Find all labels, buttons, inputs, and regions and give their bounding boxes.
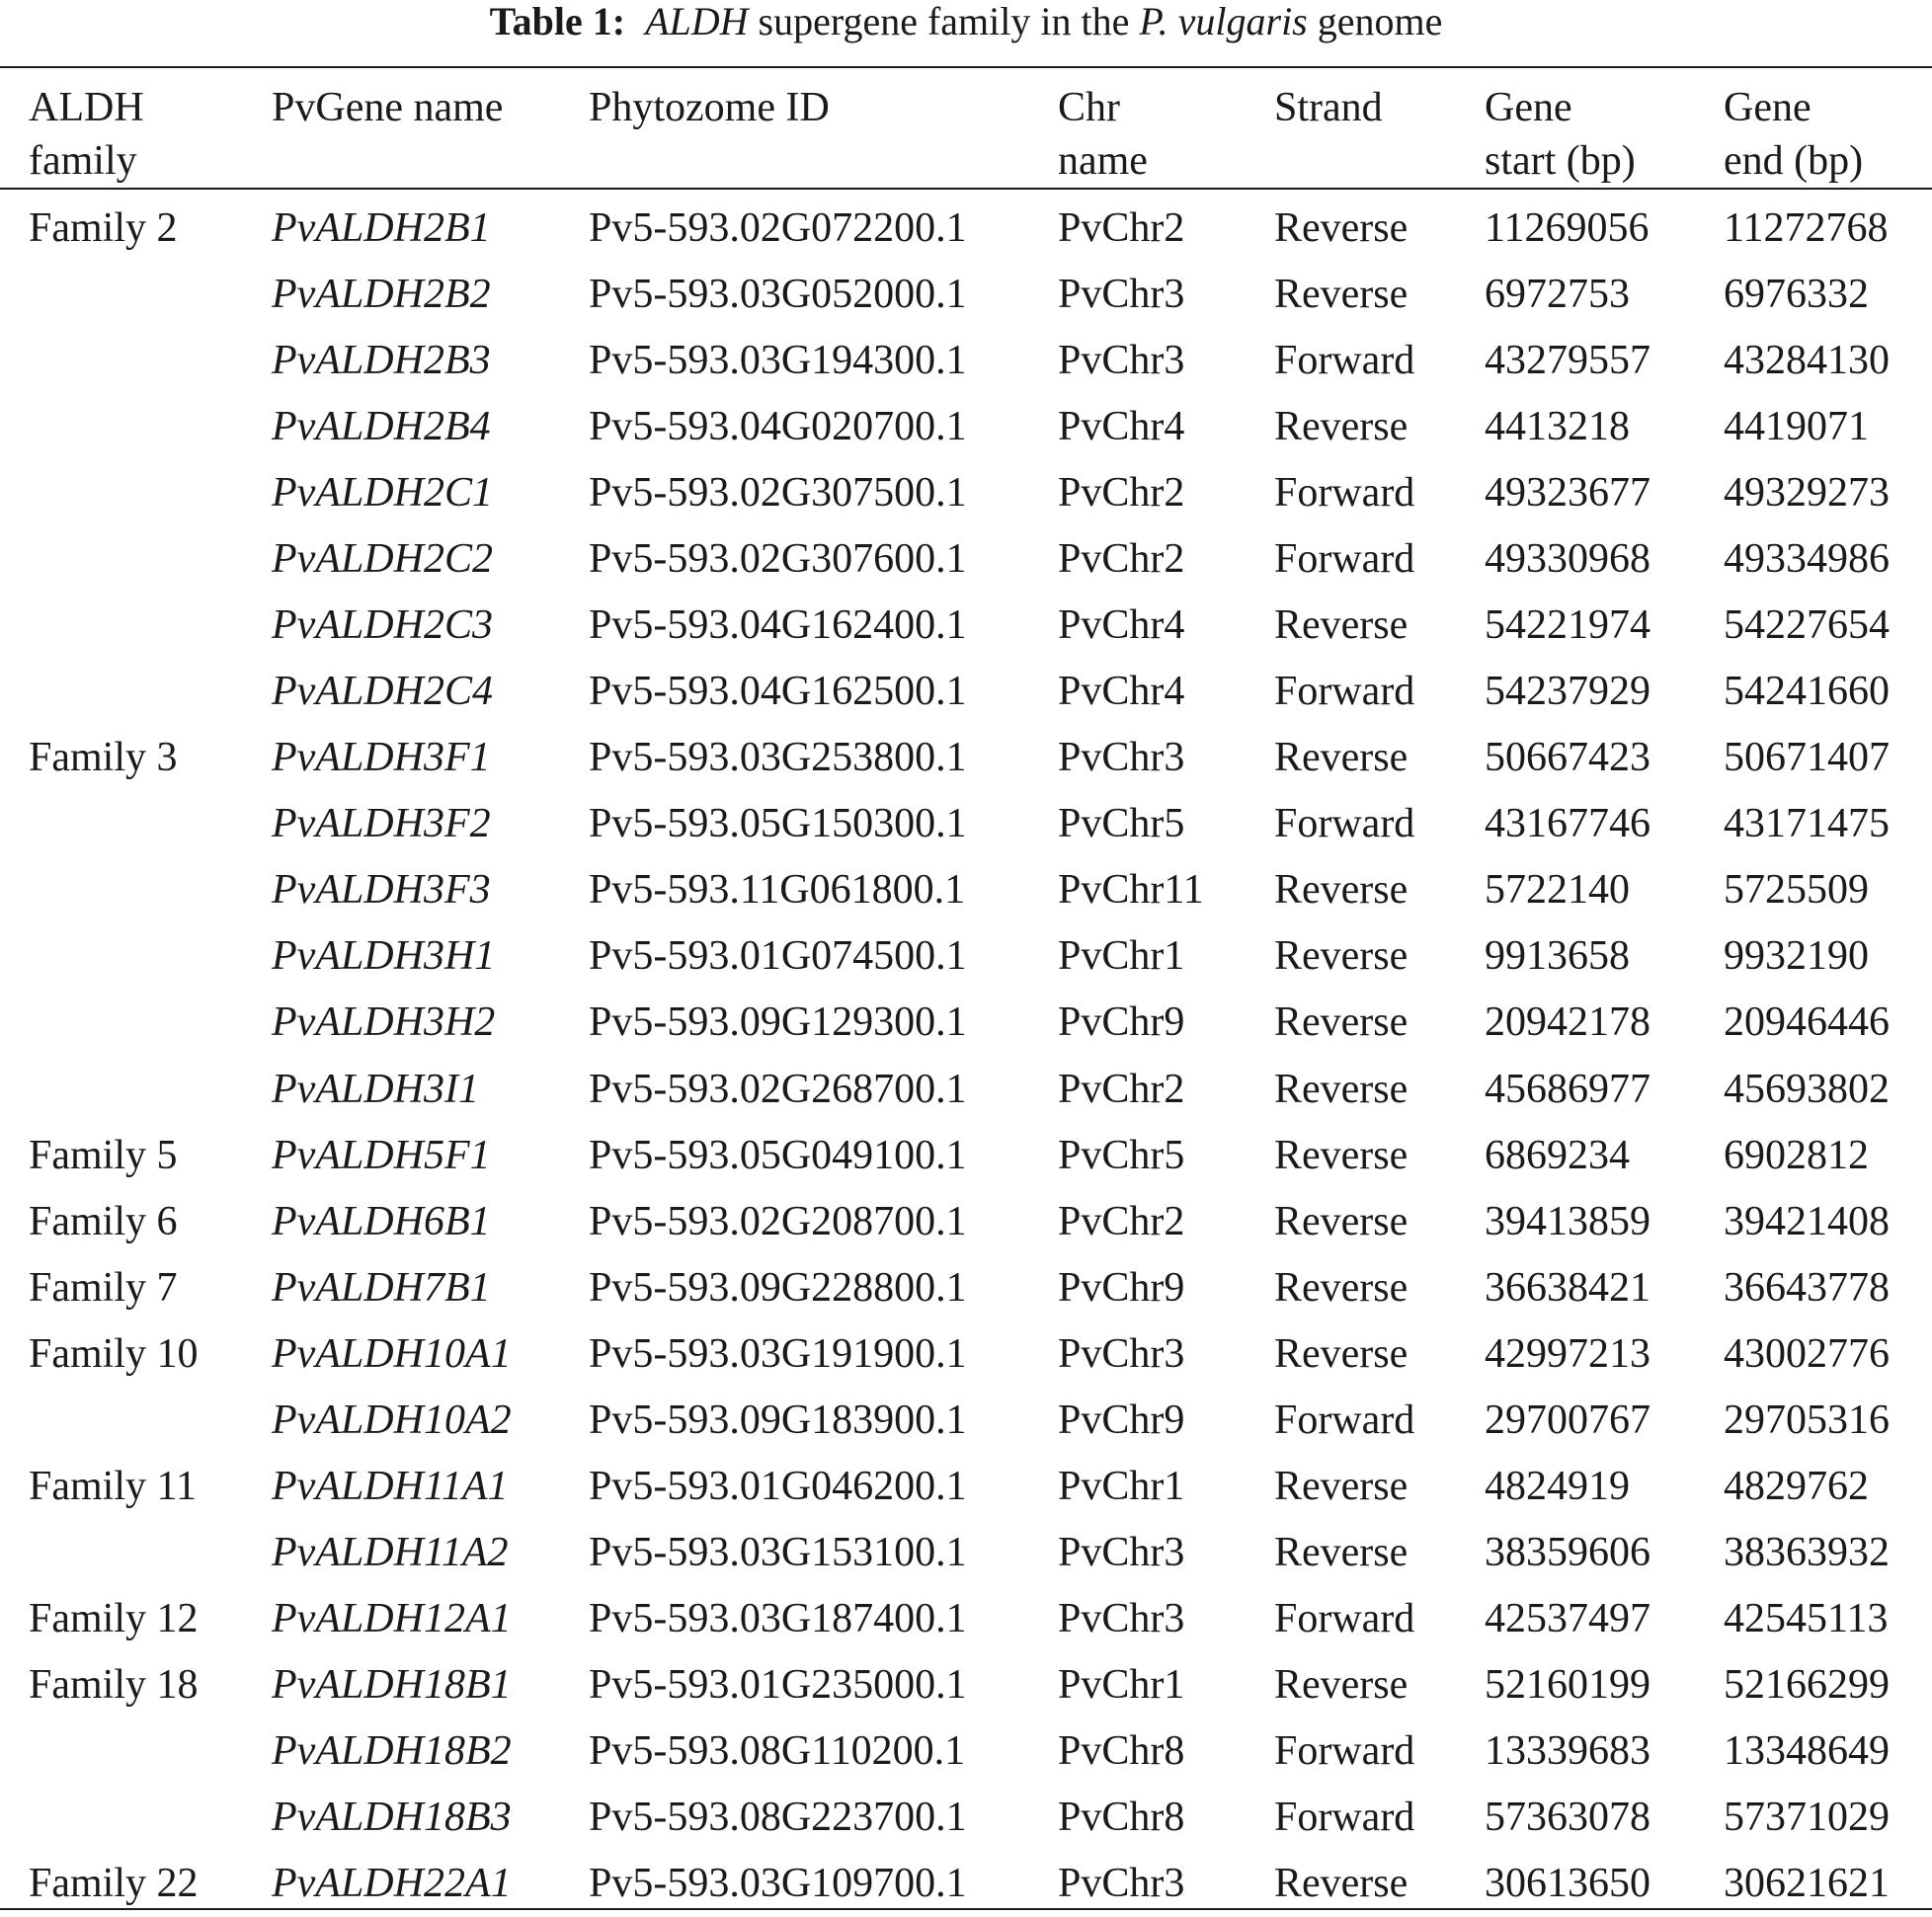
gene-name-cell: PvALDH11A2 [272, 1529, 509, 1575]
family-cell: Family 18 [29, 1661, 199, 1708]
table-cell: 54237929 [1485, 669, 1650, 715]
table-cell: Reverse [1274, 1132, 1409, 1178]
table-cell: Pv5-593.11G061800.1 [589, 867, 966, 914]
table-cell: PvChr5 [1058, 1132, 1185, 1178]
table-cell: Forward [1274, 669, 1415, 715]
table-cell: 42997213 [1485, 1330, 1650, 1377]
table-cell: 20942178 [1485, 999, 1650, 1046]
family-cell: Family 3 [29, 735, 178, 781]
table-cell: Pv5-593.02G208700.1 [589, 1198, 967, 1244]
table-cell: Forward [1274, 1397, 1415, 1443]
table-cell: Pv5-593.03G153100.1 [589, 1529, 967, 1575]
table-cell: 6972753 [1485, 272, 1630, 318]
gene-name-cell: PvALDH11A1 [272, 1463, 509, 1509]
table-cell: Pv5-593.09G228800.1 [589, 1264, 967, 1311]
table-cell: PvChr4 [1058, 404, 1185, 450]
table-cell: 43284130 [1724, 338, 1890, 384]
table-cell: Forward [1274, 1595, 1415, 1641]
table-cell: Pv5-593.05G049100.1 [589, 1132, 967, 1178]
table-cell: Forward [1274, 470, 1415, 517]
table-cell: PvChr3 [1058, 1529, 1185, 1575]
table-top-rule [0, 66, 1932, 68]
table-cell: 42537497 [1485, 1595, 1650, 1641]
table-cell: 29705316 [1724, 1397, 1890, 1443]
table-cell: Pv5-593.01G235000.1 [589, 1661, 967, 1708]
caption-label: Table 1: [489, 0, 626, 43]
table-cell: Pv5-593.08G223700.1 [589, 1794, 967, 1840]
family-cell: Family 5 [29, 1132, 178, 1178]
table-cell: Reverse [1274, 1661, 1409, 1708]
table-cell: 4419071 [1724, 404, 1869, 450]
table-cell: Pv5-593.04G020700.1 [589, 404, 967, 450]
table-cell: Pv5-593.03G052000.1 [589, 272, 967, 318]
table-cell: 43279557 [1485, 338, 1650, 384]
column-header [1485, 81, 1636, 188]
column-header-line: Gene [1485, 85, 1572, 130]
table-cell: PvChr3 [1058, 1330, 1185, 1377]
caption-text: P. vulgaris [1139, 0, 1308, 43]
column-header-line: family [29, 138, 137, 184]
table-cell: PvChr2 [1058, 536, 1185, 583]
table-cell: PvChr11 [1058, 867, 1204, 914]
family-cell: Family 6 [29, 1198, 178, 1244]
table-cell: 30613650 [1485, 1861, 1650, 1906]
gene-name-cell: PvALDH2C3 [272, 602, 493, 649]
table-cell: PvChr9 [1058, 999, 1185, 1046]
gene-name-cell: PvALDH2C4 [272, 669, 493, 715]
table-cell: 50667423 [1485, 735, 1650, 781]
table-cell: Reverse [1274, 602, 1409, 649]
table-cell: 29700767 [1485, 1397, 1650, 1443]
table-cell: Pv5-593.01G074500.1 [589, 933, 967, 980]
table-cell: 5722140 [1485, 867, 1630, 914]
table-cell: 38363932 [1724, 1529, 1890, 1575]
table-cell: 54227654 [1724, 602, 1890, 649]
gene-name-cell: PvALDH2B3 [272, 338, 491, 384]
family-cell: Family 7 [29, 1264, 178, 1311]
table-cell: 6902812 [1724, 1132, 1869, 1178]
table-cell: Forward [1274, 801, 1415, 847]
table-cell: 52166299 [1724, 1661, 1890, 1708]
table-cell: Reverse [1274, 735, 1409, 781]
table-cell: 38359606 [1485, 1529, 1650, 1575]
column-header [1274, 81, 1383, 134]
table-cell: Reverse [1274, 1861, 1409, 1906]
table-cell: 4829762 [1724, 1463, 1869, 1509]
table-cell: PvChr3 [1058, 735, 1185, 781]
table-cell: Reverse [1274, 999, 1409, 1046]
table-cell: 45686977 [1485, 1066, 1650, 1112]
gene-name-cell: PvALDH5F1 [272, 1132, 491, 1178]
table-cell: Pv5-593.04G162400.1 [589, 602, 967, 649]
gene-name-cell: PvALDH18B1 [272, 1661, 512, 1708]
table-cell: 50671407 [1724, 735, 1890, 781]
caption-text: supergene family in the [748, 0, 1140, 43]
table-cell: PvChr4 [1058, 602, 1185, 649]
table-cell: Forward [1274, 536, 1415, 583]
table-cell: 39413859 [1485, 1198, 1650, 1244]
table-caption [0, 0, 1932, 43]
table-cell: 54221974 [1485, 602, 1650, 649]
table-cell: 52160199 [1485, 1661, 1650, 1708]
table-cell: 43171475 [1724, 801, 1890, 847]
family-cell: Family 10 [29, 1330, 199, 1377]
gene-name-cell: PvALDH3H1 [272, 933, 496, 980]
table-cell: 4824919 [1485, 1463, 1630, 1509]
table-cell: Pv5-593.09G129300.1 [589, 999, 967, 1046]
column-header-line: start (bp) [1485, 138, 1636, 184]
table-cell: Reverse [1274, 1198, 1409, 1244]
table-header-rule [0, 188, 1932, 190]
caption-text: genome [1307, 0, 1443, 43]
table-cell: 11269056 [1485, 205, 1650, 251]
column-header [1724, 81, 1863, 188]
table-cell: PvChr8 [1058, 1794, 1185, 1840]
gene-name-cell: PvALDH18B2 [272, 1727, 512, 1774]
table-cell: Pv5-593.04G162500.1 [589, 669, 967, 715]
table-cell: Reverse [1274, 1330, 1409, 1377]
gene-name-cell: PvALDH12A1 [272, 1595, 512, 1641]
table-cell: Pv5-593.02G268700.1 [589, 1066, 967, 1112]
column-header-line: PvGene name [272, 85, 504, 130]
column-header-line: Gene [1724, 85, 1811, 130]
table-cell: Forward [1274, 1794, 1415, 1840]
column-header-line: end (bp) [1724, 138, 1864, 184]
table-cell: Reverse [1274, 404, 1409, 450]
table-cell: Pv5-593.02G307600.1 [589, 536, 967, 583]
gene-name-cell: PvALDH22A1 [272, 1861, 512, 1906]
gene-name-cell: PvALDH3F2 [272, 801, 491, 847]
table-cell: 9932190 [1724, 933, 1869, 980]
table-cell: PvChr2 [1058, 470, 1185, 517]
table-cell: 6869234 [1485, 1132, 1630, 1178]
table-cell: Pv5-593.03G109700.1 [589, 1861, 967, 1906]
table-cell: 5725509 [1724, 867, 1869, 914]
column-header-line: ALDH [29, 85, 144, 130]
family-cell: Family 11 [29, 1463, 197, 1509]
gene-name-cell: PvALDH2B4 [272, 404, 491, 450]
table-cell: 13339683 [1485, 1727, 1650, 1774]
table-cell: 30621621 [1724, 1861, 1890, 1906]
column-header [589, 81, 830, 134]
table-cell: PvChr9 [1058, 1264, 1185, 1311]
gene-name-cell: PvALDH3H2 [272, 999, 496, 1046]
table-cell: PvChr3 [1058, 1595, 1185, 1641]
table-cell: 39421408 [1724, 1198, 1890, 1244]
table-cell: 42545113 [1724, 1595, 1889, 1641]
table-cell: 36638421 [1485, 1264, 1650, 1311]
column-header-line: Phytozome ID [589, 85, 830, 130]
column-header [29, 81, 144, 188]
gene-name-cell: PvALDH2C2 [272, 536, 493, 583]
table-cell: 4413218 [1485, 404, 1630, 450]
table-cell: PvChr9 [1058, 1397, 1185, 1443]
column-header [272, 81, 503, 134]
column-header-line: name [1058, 138, 1148, 184]
table-cell: Reverse [1274, 933, 1409, 980]
table-cell: Pv5-593.02G072200.1 [589, 205, 967, 251]
gene-name-cell: PvALDH10A2 [272, 1397, 512, 1443]
table-cell: 49334986 [1724, 536, 1890, 583]
table-cell: Pv5-593.05G150300.1 [589, 801, 967, 847]
column-header-line: Chr [1058, 85, 1120, 130]
table-cell: Pv5-593.02G307500.1 [589, 470, 967, 517]
gene-name-cell: PvALDH6B1 [272, 1198, 491, 1244]
table-cell: 43002776 [1724, 1330, 1890, 1377]
table-cell: PvChr4 [1058, 669, 1185, 715]
table-cell: 57363078 [1485, 1794, 1650, 1840]
table-cell: PvChr1 [1058, 1661, 1185, 1708]
table-cell: Reverse [1274, 1066, 1409, 1112]
table-cell: Reverse [1274, 1463, 1409, 1509]
table-cell: 43167746 [1485, 801, 1650, 847]
table-cell: Forward [1274, 1727, 1415, 1774]
table-cell: PvChr1 [1058, 933, 1185, 980]
table-cell: PvChr2 [1058, 205, 1185, 251]
table-cell: Pv5-593.03G191900.1 [589, 1330, 967, 1377]
table-cell: Reverse [1274, 1264, 1409, 1311]
table-cell: Pv5-593.09G183900.1 [589, 1397, 967, 1443]
table-cell: 49330968 [1485, 536, 1650, 583]
table-cell: PvChr5 [1058, 801, 1185, 847]
table-cell: 9913658 [1485, 933, 1630, 980]
table-cell: PvChr2 [1058, 1198, 1185, 1244]
family-cell: Family 22 [29, 1861, 199, 1906]
table-bottom-rule [0, 1908, 1932, 1910]
gene-name-cell: PvALDH3F1 [272, 735, 491, 781]
table-cell: Reverse [1274, 272, 1409, 318]
table-cell: 6976332 [1724, 272, 1869, 318]
table-cell: Pv5-593.01G046200.1 [589, 1463, 967, 1509]
table-cell: 49329273 [1724, 470, 1890, 517]
table-cell: 49323677 [1485, 470, 1650, 517]
gene-name-cell: PvALDH10A1 [272, 1330, 512, 1377]
table-cell: Pv5-593.03G187400.1 [589, 1595, 967, 1641]
gene-name-cell: PvALDH2B2 [272, 272, 491, 318]
table-cell: 45693802 [1724, 1066, 1890, 1112]
table-cell: PvChr3 [1058, 338, 1185, 384]
table-cell: Reverse [1274, 205, 1409, 251]
table-cell: Pv5-593.03G253800.1 [589, 735, 967, 781]
gene-name-cell: PvALDH3I1 [272, 1066, 479, 1112]
table-cell: Forward [1274, 338, 1415, 384]
table-cell: 36643778 [1724, 1264, 1890, 1311]
table-cell: 54241660 [1724, 669, 1890, 715]
table-cell: PvChr3 [1058, 1861, 1185, 1906]
table-cell: PvChr2 [1058, 1066, 1185, 1112]
table-cell: Pv5-593.03G194300.1 [589, 338, 967, 384]
table-cell: PvChr1 [1058, 1463, 1185, 1509]
column-header-line: Strand [1274, 85, 1383, 130]
table-cell: 11272768 [1724, 205, 1889, 251]
table-cell: 57371029 [1724, 1794, 1890, 1840]
gene-name-cell: PvALDH3F3 [272, 867, 491, 914]
table-cell: Reverse [1274, 1529, 1409, 1575]
family-cell: Family 2 [29, 205, 178, 251]
table-cell: PvChr8 [1058, 1727, 1185, 1774]
family-cell: Family 12 [29, 1595, 199, 1641]
gene-name-cell: PvALDH7B1 [272, 1264, 491, 1311]
table-cell: PvChr3 [1058, 272, 1185, 318]
caption-text: ALDH [645, 0, 749, 43]
table-cell: 20946446 [1724, 999, 1890, 1046]
table-cell: Reverse [1274, 867, 1409, 914]
gene-name-cell: PvALDH2B1 [272, 205, 491, 251]
column-header [1058, 81, 1148, 188]
gene-name-cell: PvALDH18B3 [272, 1794, 512, 1840]
table-cell: Pv5-593.08G110200.1 [589, 1727, 966, 1774]
gene-name-cell: PvALDH2C1 [272, 470, 493, 517]
table-cell: 13348649 [1724, 1727, 1890, 1774]
